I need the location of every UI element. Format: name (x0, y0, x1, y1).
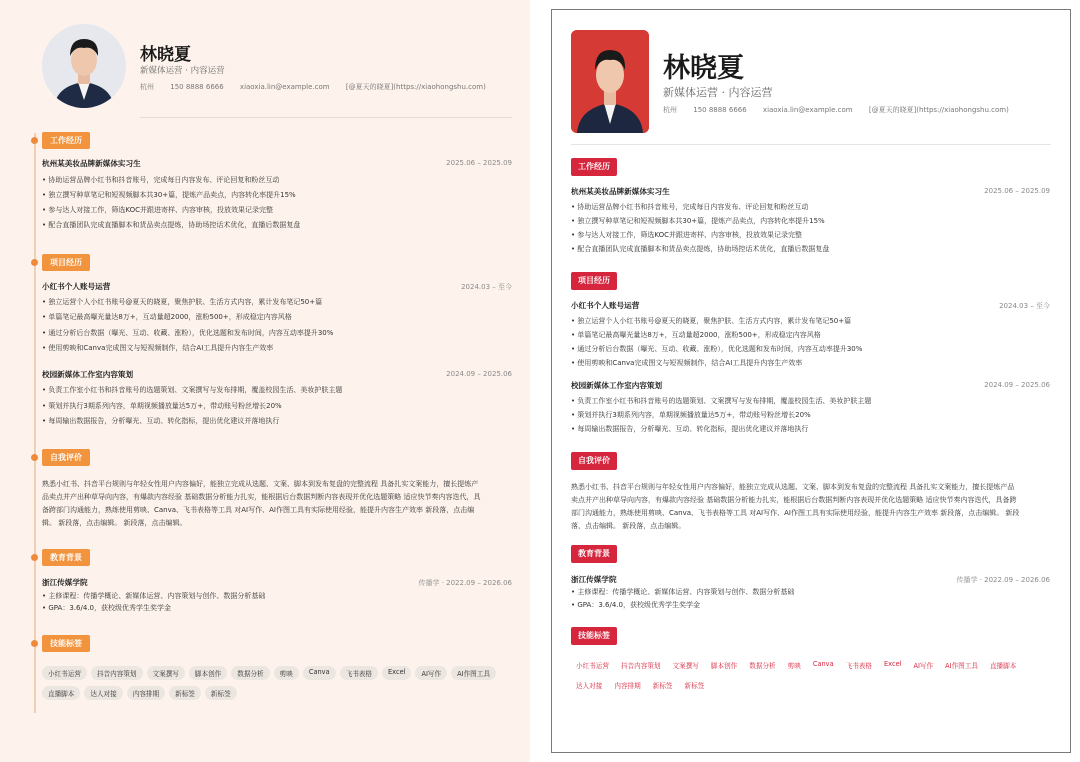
edu-school: 浙江传媒学院 (571, 575, 617, 584)
section-work: 工作经历 (571, 158, 617, 176)
skill-tag: AI写作 (913, 662, 934, 670)
section-skills: 技能标签 (571, 627, 617, 645)
skill-tag: AI作图工具 (945, 662, 978, 670)
section-self: 自我评价 (571, 452, 617, 470)
project-bullet: • 策划并执行3期系列内容，单期视频播放量达5万+，带动账号粉丝增长20% (571, 410, 811, 420)
header-divider (571, 144, 1051, 145)
skill-tag: 文案撰写 (147, 666, 185, 680)
work-bullet: • 参与达人对接工作，筛选KOC并跟进寄样、内容审核，投放效果记录完整 (571, 230, 802, 240)
work-bullet: • 独立撰写种草笔记和短视频脚本共30+篇，提炼产品卖点，内容转化率提升15% (42, 190, 296, 200)
skill-tag: 达人对接 (84, 686, 122, 700)
contact-line (663, 105, 1023, 115)
timeline-dot (31, 454, 38, 461)
work-bullet: • 独立撰写种草笔记和短视频脚本共30+篇，提炼产品卖点，内容转化率提升15% (571, 216, 825, 226)
skill-tag: AI作图工具 (451, 666, 496, 680)
skill-tag: 剪映 (787, 662, 801, 670)
skill-tag: 抖音内容策划 (620, 662, 661, 670)
project-bullet: • 使用剪映和Canva完成图文与短视频制作，结合AI工具提升内容生产效率 (571, 358, 802, 368)
timeline-dot (31, 554, 38, 561)
self-line: 辑。 新段落，点击编辑。 新段落，点击编辑。 (42, 519, 187, 527)
project-date: 2024.09 – 2025.06 (446, 370, 512, 378)
skill-tag: Excel (382, 666, 411, 680)
edu-bullet: • 主修课程：传播学概论、新媒体运营、内容策划与创作、数据分析基础 (571, 587, 794, 597)
work-bullet: • 参与达人对接工作，筛选KOC并跟进寄样、内容审核，投放效果记录完整 (42, 205, 273, 215)
profile-photo (571, 30, 649, 133)
work-date: 2025.06 – 2025.09 (446, 159, 512, 167)
project-bullet: • 独立运营个人小红书账号@夏天的晓夏，聚焦护肤、生活方式内容，累计发布笔记50+篇 (42, 297, 322, 307)
skill-tags (42, 666, 512, 706)
work-bullet: • 配合直播团队完成直播脚本和货品卖点提炼，协助场控话术优化，直播后数据复盘 (42, 220, 300, 230)
candidate-name: 林晓夏 (663, 53, 744, 84)
section-edu: 教育背景 (42, 549, 90, 566)
skill-tags (571, 658, 1041, 698)
self-line: 熟悉小红书、抖音平台规则与年轻女性用户内容偏好，能独立完成从选题、文案、脚本到发布复盘的完整流程 具备扎实文案能力，擅长提炼产 (42, 480, 479, 488)
self-line: 落，点击编辑。 新段落，点击编辑。 (571, 522, 686, 530)
section-edu: 教育背景 (571, 545, 617, 563)
skill-tag: 抖音内容策划 (91, 666, 143, 680)
edu-bullet: • GPA：3.6/4.0，获校级优秀学生奖学金 (571, 600, 700, 610)
self-line: 备跨部门沟通能力，熟练使用剪映、Canva、飞书表格等工具 对AI写作、AI作图工具有实际使用经验，能提升内容生产效率 新段落，点击编 (42, 506, 475, 514)
resume-orange-theme (0, 0, 530, 762)
section-project: 项目经历 (42, 254, 90, 271)
skill-tag: 直播脚本 (989, 662, 1017, 670)
project-bullet: • 策划并执行3期系列内容，单期视频播放量达5万+，带动账号粉丝增长20% (42, 401, 282, 411)
project-bullet: • 通过分析后台数据（曝光、互动、收藏、涨粉），优化选题和发布时间，内容互动率提升30% (571, 344, 862, 354)
skill-tag: 直播脚本 (42, 686, 80, 700)
header-divider (140, 117, 512, 118)
self-line: 部门沟通能力，熟练使用剪映、Canva、飞书表格等工具 对AI写作、AI作图工具有实际使用经验，能提升内容生产效率 新段落，点击编辑。 新段 (571, 509, 1020, 517)
job-title: 新媒体运营 · 内容运营 (663, 86, 773, 99)
skill-tag: 剪映 (274, 666, 299, 680)
project-bullet: • 每周输出数据报告，分析曝光、互动、转化指标，提出优化建议并落地执行 (42, 416, 279, 426)
project-title: 小红书个人账号运营 (42, 282, 111, 291)
email[interactable]: xiaoxia.lin@example.com (239, 83, 330, 91)
edu-date: 传播学 · 2022.09 – 2026.06 (956, 576, 1050, 584)
timeline-dot (31, 259, 38, 266)
section-self: 自我评价 (42, 449, 90, 466)
work-date: 2025.06 – 2025.09 (984, 187, 1050, 195)
project-bullet: • 每周输出数据报告，分析曝光、互动、转化指标，提出优化建议并落地执行 (571, 424, 808, 434)
project-bullet: • 使用剪映和Canva完成图文与短视频制作，结合AI工具提升内容生产效率 (42, 343, 273, 353)
job-title: 新媒体运营 · 内容运营 (140, 66, 225, 76)
phone: 150 8888 6666 (693, 106, 747, 114)
project-bullet: • 独立运营个人小红书账号@夏天的晓夏，聚焦护肤、生活方式内容，累计发布笔记50+篇 (571, 316, 851, 326)
skill-tag: 内容排期 (127, 686, 165, 700)
edu-date: 传播学 · 2022.09 – 2026.06 (418, 579, 512, 587)
work-bullet: • 配合直播团队完成直播脚本和货品卖点提炼，协助场控话术优化，直播后数据复盘 (571, 244, 829, 254)
skill-tag: Canva (303, 666, 336, 680)
skill-tag: AI写作 (415, 666, 447, 680)
skill-tag: 新标签 (169, 686, 201, 700)
project-bullet: • 负责工作室小红书和抖音账号的选题策划、文案撰写与发布排期，覆盖校园生活、美妆护肤主题 (571, 396, 871, 406)
skill-tag: 内容排期 (614, 682, 641, 690)
skill-tag: 小红书运营 (42, 666, 87, 680)
resume-red-theme (551, 9, 1071, 753)
skill-tag: 脚本创作 (189, 666, 227, 680)
skill-tag: Canva (812, 660, 834, 668)
self-line: 品卖点并产出种草导向内容，有爆款内容经验 基础数据分析能力扎实，能根据后台数据判断内容表现并优化选题策略 适应快节奏内容迭代，具 (42, 493, 481, 501)
project-date: 2024.09 – 2025.06 (984, 381, 1050, 389)
contact-line (140, 82, 500, 92)
candidate-name: 林晓夏 (140, 45, 191, 65)
project-bullet: • 通过分析后台数据（曝光、互动、收藏、涨粉），优化选题和发布时间，内容互动率提升30% (42, 328, 333, 338)
skill-tag: 飞书表格 (845, 662, 872, 670)
skill-tag: 新标签 (652, 682, 673, 690)
project-title: 校园新媒体工作室内容策划 (571, 381, 663, 390)
phone: 150 8888 6666 (170, 83, 224, 91)
edu-bullet: • GPA：3.6/4.0，获校级优秀学生奖学金 (42, 603, 171, 613)
self-line: 熟悉小红书、抖音平台规则与年轻女性用户内容偏好，能独立完成从选题、文案、脚本到发布复盘的完整流程 具备扎实文案能力，擅长提炼产品 (571, 483, 1015, 491)
work-title: 杭州某美妆品牌新媒体实习生 (571, 187, 670, 196)
city: 杭州 (663, 106, 677, 114)
skill-tag: 新标签 (205, 686, 237, 700)
profile-photo (42, 24, 126, 108)
skill-tag: 达人对接 (576, 682, 603, 690)
email[interactable]: xiaoxia.lin@example.com (762, 106, 853, 114)
skill-tag: 数据分析 (231, 666, 269, 680)
city: 杭州 (140, 83, 154, 91)
skill-tag: 飞书表格 (340, 666, 378, 680)
skill-tag: Excel (884, 660, 902, 668)
edu-bullet: • 主修课程：传播学概论、新媒体运营、内容策划与创作、数据分析基础 (42, 591, 265, 601)
section-skills: 技能标签 (42, 635, 90, 652)
timeline-dot (31, 137, 38, 144)
project-title: 小红书个人账号运营 (571, 301, 640, 310)
self-line: 卖点并产出种草导向内容，有爆款内容经验 基础数据分析能力扎实，能根据后台数据判断内容表现并优化选题策略 适应快节奏内容迭代，具备跨 (571, 496, 1017, 504)
work-bullet: • 协助运营品牌小红书和抖音账号，完成每日内容发布、评论回复和粉丝互动 (42, 175, 279, 185)
project-title: 校园新媒体工作室内容策划 (42, 370, 134, 379)
project-date: 2024.03 – 至今 (999, 302, 1050, 310)
xhs-link[interactable]: [@夏天的晓夏](https://xiaohongshu.com) (345, 83, 486, 91)
project-bullet: • 单篇笔记最高曝光量达8万+，互动量超2000，涨粉500+，形成稳定内容风格 (42, 312, 292, 322)
section-work: 工作经历 (42, 132, 90, 149)
timeline-dot (31, 640, 38, 647)
skill-tag: 小红书运营 (576, 662, 609, 670)
skill-tag: 文案撰写 (672, 662, 699, 670)
edu-school: 浙江传媒学院 (42, 578, 88, 587)
skill-tag: 数据分析 (749, 662, 776, 670)
skill-tag: 脚本创作 (710, 662, 738, 670)
timeline-line (34, 133, 36, 713)
skill-tag: 新标签 (684, 682, 705, 690)
xhs-link[interactable]: [@夏天的晓夏](https://xiaohongshu.com) (868, 106, 1009, 114)
project-bullet: • 负责工作室小红书和抖音账号的选题策划、文案撰写与发布排期，覆盖校园生活、美妆护肤主题 (42, 385, 342, 395)
project-bullet: • 单篇笔记最高曝光量达8万+，互动量超2000，涨粉500+，形成稳定内容风格 (571, 330, 821, 340)
work-title: 杭州某美妆品牌新媒体实习生 (42, 159, 141, 168)
project-date: 2024.03 – 至今 (461, 283, 512, 291)
section-project: 项目经历 (571, 272, 617, 290)
work-bullet: • 协助运营品牌小红书和抖音账号，完成每日内容发布、评论回复和粉丝互动 (571, 202, 808, 212)
